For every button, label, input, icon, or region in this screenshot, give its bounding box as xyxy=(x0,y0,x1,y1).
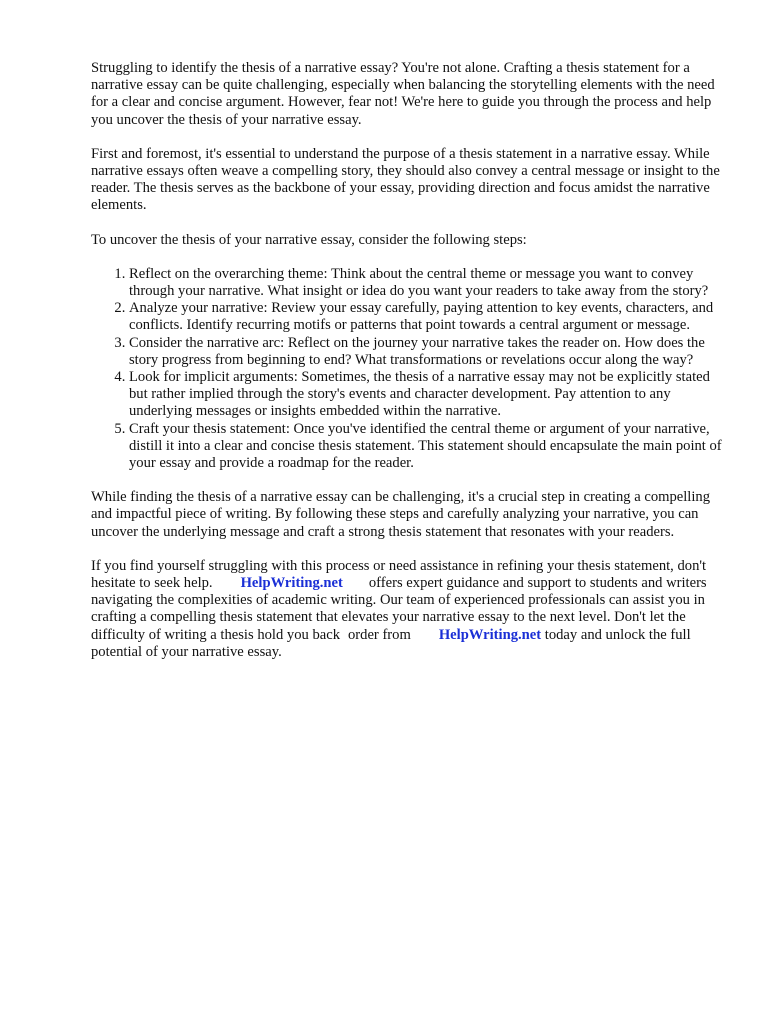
cta-text-3: order from xyxy=(348,626,411,643)
steps-list xyxy=(91,266,731,472)
helpwriting-link-2[interactable]: HelpWriting.net xyxy=(438,626,542,643)
cta-text-2: offers expert guidance and support to students and writers navigating the complexities of academic writing. Our team of experienced professionals can assist you in crafting a compelling thesis statement that elevates your narrative essay to the next level. Don't let the difficulty of writing a thesis hold you back xyxy=(91,575,707,643)
list-item: 1. Reflect on the overarching theme: Think about the central theme or message you want to convey through your narrative. What insight or idea do you want your readers to take away from the story? xyxy=(129,266,731,300)
closing-paragraph: While finding the thesis of a narrative essay can be challenging, it's a crucial step in creating a compelling and impactful piece of writing. By following these steps and carefully analyzing your narrative, you can uncover the underlying message and craft a strong thesis statement that resonates with your readers. xyxy=(91,489,710,540)
purpose-paragraph: First and foremost, it's essential to understand the purpose of a thesis statement in a narrative essay. While narrative essays often weave a compelling story, they should also convey a central message or insight to the reader. The thesis serves as the backbone of your essay, providing direction and focus amidst the narrative elements. xyxy=(91,145,720,214)
cta-text-1: If you find yourself struggling with this process or need assistance in refining your thesis statement, don't hesitate to seek help. xyxy=(91,557,707,592)
list-item: 5. Craft your thesis statement: Once you've identified the central theme or argument of your narrative, distill it into a clear and concise thesis statement. This statement should encapsulate the main point of your essay and provide a roadmap for the reader. xyxy=(129,421,731,473)
cta-paragraph xyxy=(91,558,731,661)
document-body xyxy=(91,60,731,678)
intro-paragraph: Struggling to identify the thesis of a narrative essay? You're not alone. Crafting a thesis statement for a narrative essay can be quite challenging, especially when balancing the storytelling elements with the need for a clear and concise argument. However, fear not! We're here to guide you through the process and help you uncover the thesis of your narrative essay. xyxy=(91,60,715,128)
list-item: 4. Look for implicit arguments: Sometimes, the thesis of a narrative essay may not be explicitly stated but rather implied through the story's events and character development. Pay attention to any underlying messages or insights embedded within the narrative. xyxy=(129,369,731,421)
steps-intro-paragraph: To uncover the thesis of your narrative essay, consider the following steps: xyxy=(91,231,527,248)
cta-text-4: today and unlock the full potential of your narrative essay. xyxy=(91,626,691,660)
helpwriting-link-1[interactable]: HelpWriting.net xyxy=(240,575,343,592)
list-item: 3. Consider the narrative arc: Reflect on the journey your narrative takes the reader on. How does the story progress from beginning to end? What transformations or revelations occur along the way? xyxy=(129,335,731,369)
list-item: 2. Analyze your narrative: Review your essay carefully, paying attention to key events, characters, and conflicts. Identify recurring motifs or patterns that point towards a central argument or message. xyxy=(129,300,731,334)
